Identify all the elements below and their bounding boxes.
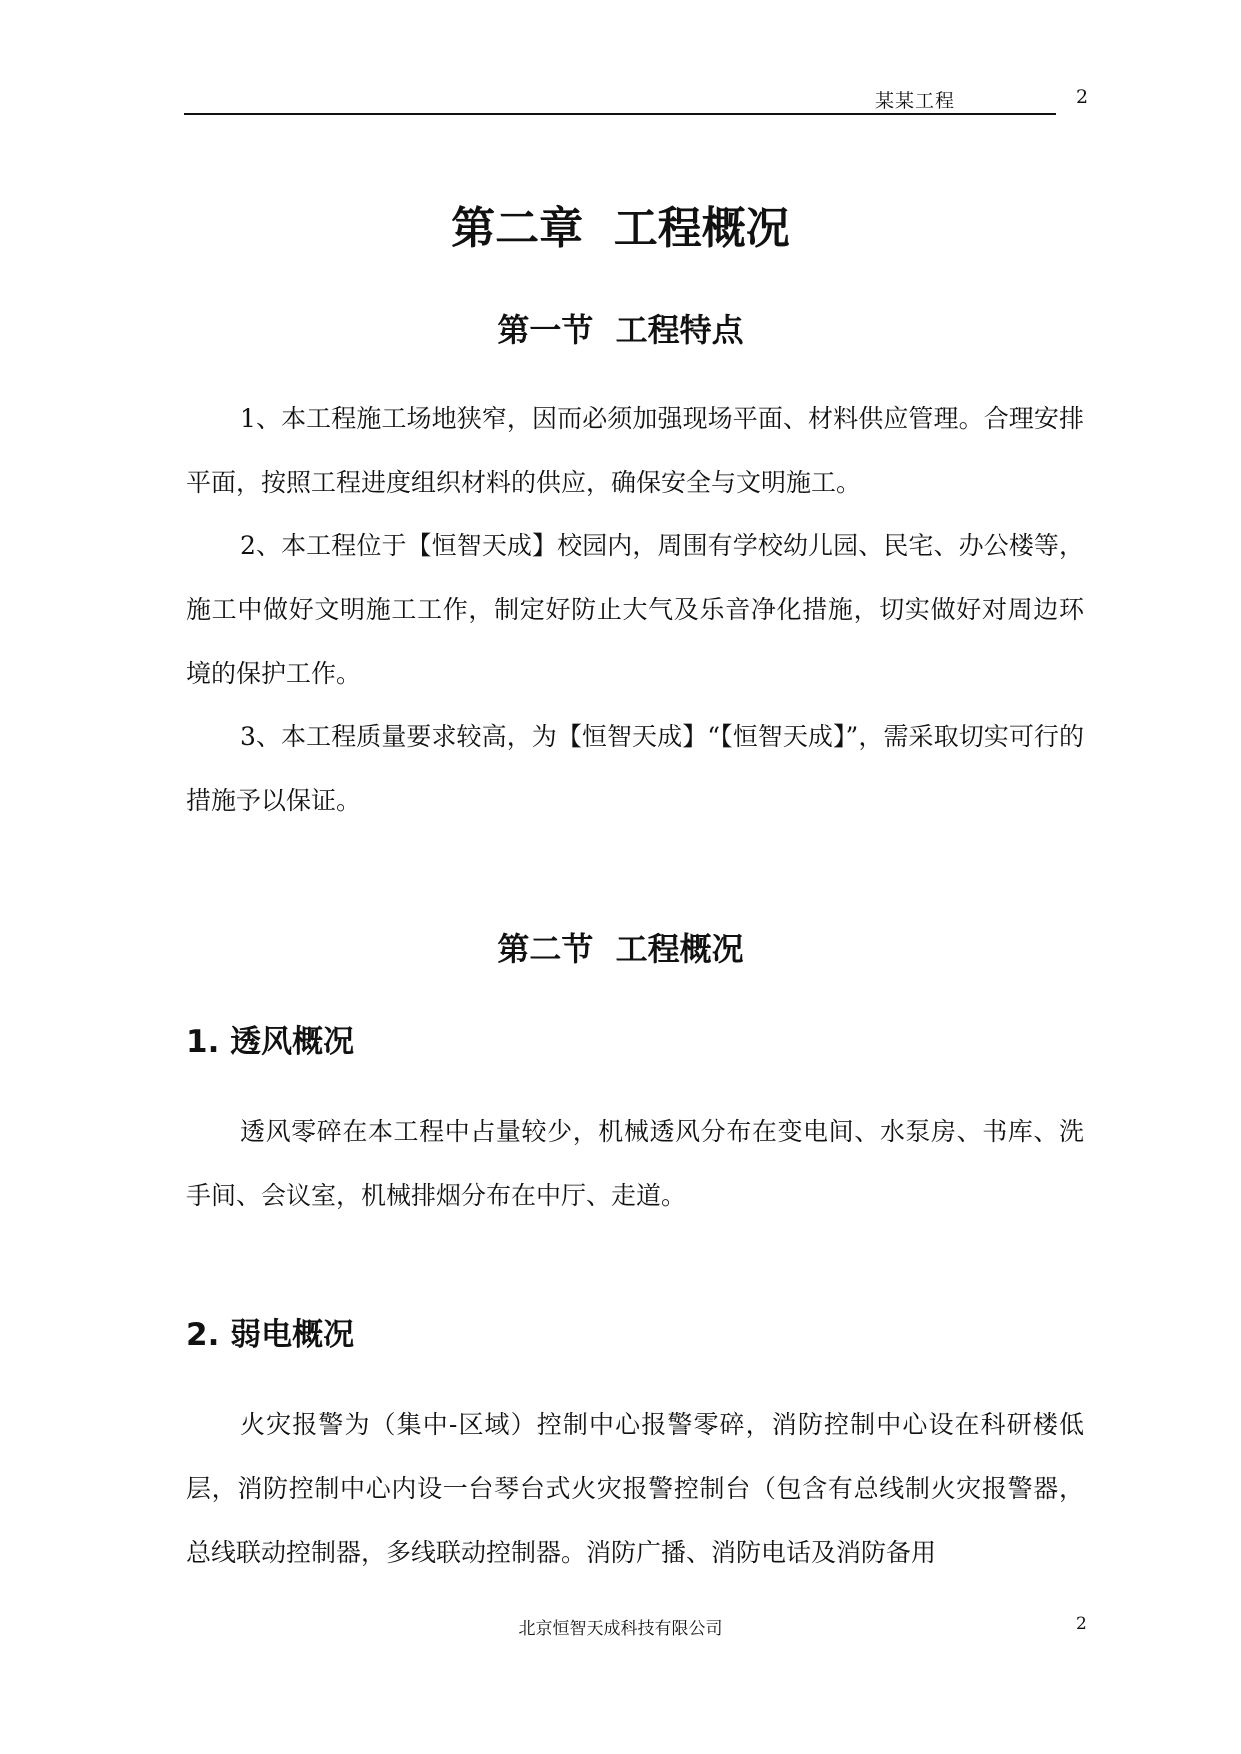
header-divider <box>184 113 1056 115</box>
paragraph: 3、本工程质量要求较高，为【恒智天成】“【恒智天成】”，需采取切实可行的措施予以保证。 <box>186 722 1084 815</box>
paragraph: 火灾报警为（集中-区域）控制中心报警零碎，消防控制中心设在科研楼低层，消防控制中心内设一台琴台式火灾报警控制台（包含有总线制火灾报警器，总线联动控制器，多线联动控制器。消防广播、消防电话及消防备用 <box>186 1410 1084 1567</box>
chapter-title: 第二章 工程概况 <box>451 203 790 254</box>
footer-page-number: 2 <box>1076 1614 1087 1634</box>
paragraph: 2、本工程位于【恒智天成】校园内，周围有学校幼儿园、民宅、办公楼等，施工中做好文明施工工作，制定好防止大气及乐音净化措施，切实做好对周边环境的保护工作。 <box>186 531 1084 688</box>
header-title: 某某工程 <box>874 90 955 112</box>
paragraph: 透风零碎在本工程中占量较少，机械透风分布在变电间、水泵房、书库、洗手间、会议室，机械排烟分布在中厅、走道。 <box>186 1117 1084 1210</box>
subsection-title: 1. 透风概况 <box>186 1024 355 1060</box>
section-title: 第二节 工程概况 <box>497 930 744 968</box>
footer-company: 北京恒智天成科技有限公司 <box>518 1619 723 1639</box>
paragraph: 1、本工程施工场地狭窄，因而必须加强现场平面、材料供应管理。合理安排平面，按照工程进度组织材料的供应，确保安全与文明施工。 <box>186 404 1084 497</box>
subsection-title: 2. 弱电概况 <box>186 1317 355 1353</box>
header-page-number: 2 <box>1076 86 1089 108</box>
section-title: 第一节 工程特点 <box>497 311 744 349</box>
